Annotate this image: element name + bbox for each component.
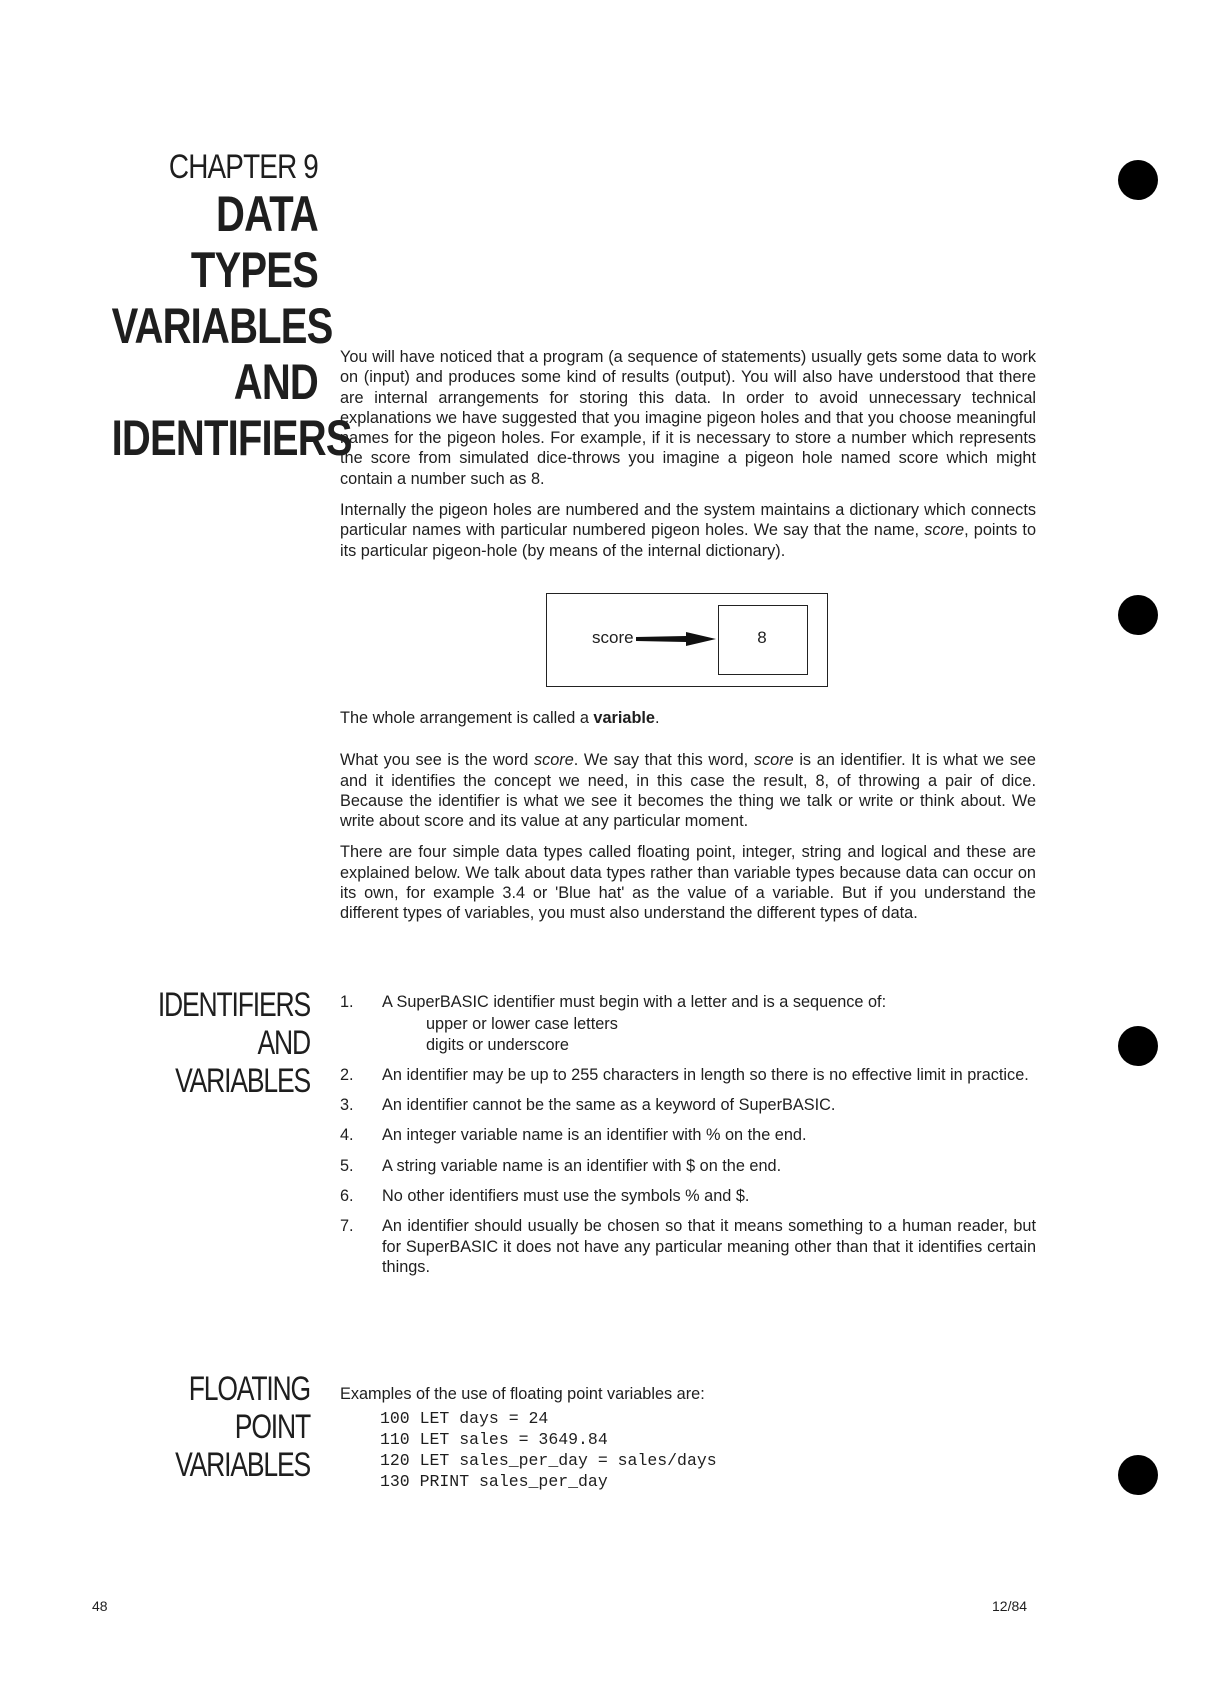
- intro-emphasis-score: score: [924, 521, 965, 540]
- sublist-item: digits or underscore: [426, 1035, 569, 1054]
- list-item-number: 2.: [340, 1065, 354, 1084]
- data-types-paragraph: There are four simple data types called floating point, integer, string and logical and these are explained below. We talk about data types rather than variable types because data can occur on its own, for example 3.4 or 'Blue hat' as the value of a variable. But if you understand the different types of variables, you must also understand the different types of data.: [340, 843, 1036, 923]
- list-item: [340, 1095, 1036, 1115]
- sublist: [382, 1014, 1036, 1055]
- intro-paragraph-2-start: Internally the pigeon holes are numbered and the system maintains a dictionary which connects particular names with particular numbered pigeon holes. We say that the name,: [340, 501, 1036, 540]
- identifier-emphasis-2: score: [753, 751, 794, 770]
- diagram-identifier-label: score: [592, 628, 634, 647]
- publication-date: 12/84: [992, 1598, 1028, 1614]
- list-item-text: A SuperBASIC identifier must begin with a letter and is a sequence of:: [382, 993, 887, 1011]
- code-line: 120 LET sales_per_day = sales/days: [380, 1451, 717, 1470]
- variable-text: [340, 708, 1036, 935]
- list-item-text: An identifier should usually be chosen so that it means something to a human reader, but for SuperBASIC it does not have any particular meaning other than that it identifies certain things.: [382, 1217, 1036, 1276]
- section-heading-identifiers-line-1: IDENTIFIERS AND: [157, 986, 310, 1062]
- code-line: 110 LET sales = 3649.84: [380, 1430, 608, 1449]
- list-item-text: An identifier cannot be the same as a keyword of SuperBASIC.: [382, 1096, 836, 1115]
- identifier-paragraph-part-c: is an identifier. It is what we see and it identifies the concept we need, in this case the result, 8, of throwing a pair of dice. Because the identifier is what we see it becomes the thing we talk or write or think about. We write about score and its value at any particular moment.: [340, 751, 1036, 831]
- intro-paragraph-1: You will have noticed that a program (a sequence of statements) usually gets some data to work on (input) and produces some kind of results (output). You will also have understood that there are internal arrangements for storing this data. In order to avoid unnecessary technical explanations we have suggested that you imagine pigeon holes and that you choose meaningful names for the pigeon holes. For example, if it is necessary to store a number which represents the score from simulated dice-throws you imagine a pigeon hole named score which might contain a number such as 8.: [340, 348, 1036, 488]
- chapter-heading: [60, 148, 352, 466]
- intro-paragraph-2: [340, 500, 1036, 561]
- list-item: [340, 1216, 1036, 1277]
- section-heading-floating-point: [60, 1370, 310, 1484]
- list-item-text: An integer variable name is an identifier with % on the end.: [382, 1126, 807, 1145]
- binder-hole-icon: [1118, 1455, 1158, 1495]
- list-item-number: 7.: [340, 1217, 354, 1236]
- variable-term: variable: [593, 709, 655, 727]
- variable-definition-text: The whole arrangement is called a: [340, 709, 589, 727]
- identifier-paragraph: [340, 750, 1036, 831]
- identifier-paragraph-part-a: What you see is the word: [340, 751, 529, 770]
- binder-hole-icon: [1118, 595, 1158, 635]
- list-item: [340, 992, 1036, 1055]
- binder-hole-icon: [1118, 1026, 1158, 1066]
- list-item: [340, 1156, 1036, 1176]
- variable-definition: [340, 708, 1036, 728]
- list-item-number: 6.: [340, 1187, 354, 1206]
- list-item-text: An identifier may be up to 255 characters in length so there is no effective limit in practice.: [382, 1065, 1029, 1084]
- section-heading-floating-point-line-2: VARIABLES: [175, 1446, 310, 1484]
- code-listing: [380, 1408, 717, 1492]
- chapter-title-line-1: DATA TYPES: [190, 186, 318, 298]
- chapter-label: CHAPTER 9: [168, 148, 318, 186]
- variable-definition-end: .: [654, 709, 660, 727]
- list-item: [340, 1186, 1036, 1206]
- chapter-title-line-4: IDENTIFIERS: [111, 410, 352, 466]
- chapter-title-line-2: VARIABLES: [111, 298, 333, 354]
- chapter-title-line-3: AND: [233, 354, 318, 410]
- list-item-number: 1.: [340, 993, 354, 1011]
- identifier-emphasis-1: score: [533, 751, 574, 770]
- diagram-stored-value: 8: [757, 628, 767, 647]
- section-heading-floating-point-line-1: FLOATING POINT: [188, 1370, 310, 1446]
- floating-point-intro: Examples of the use of floating point variables are:: [340, 1385, 705, 1403]
- list-item: [340, 1065, 1036, 1085]
- code-line: 100 LET days = 24: [380, 1409, 549, 1428]
- binder-hole-icon: [1118, 160, 1158, 200]
- list-item-text: A string variable name is an identifier with $ on the end.: [382, 1156, 782, 1175]
- sublist-item: upper or lower case letters: [426, 1015, 618, 1034]
- identifier-rules-list: [340, 992, 1036, 1287]
- intro-paragraph-2-end: , points to its particular pigeon-hole (by means of the internal dictionary).: [340, 521, 1036, 560]
- list-item: [340, 1125, 1036, 1145]
- page-number: 48: [92, 1598, 108, 1614]
- identifier-paragraph-part-b: . We say that this word,: [573, 751, 749, 770]
- list-item-text: No other identifiers must use the symbols % and $.: [382, 1187, 750, 1206]
- list-item-number: 5.: [340, 1156, 354, 1175]
- intro-text: [340, 347, 1036, 572]
- pointer-arrow-icon: [636, 628, 718, 650]
- section-heading-identifiers-line-2: VARIABLES: [175, 1062, 310, 1100]
- section-heading-identifiers: [60, 986, 310, 1100]
- list-item-number: 3.: [340, 1096, 354, 1115]
- code-line: 130 PRINT sales_per_day: [380, 1472, 608, 1491]
- list-item-number: 4.: [340, 1126, 354, 1145]
